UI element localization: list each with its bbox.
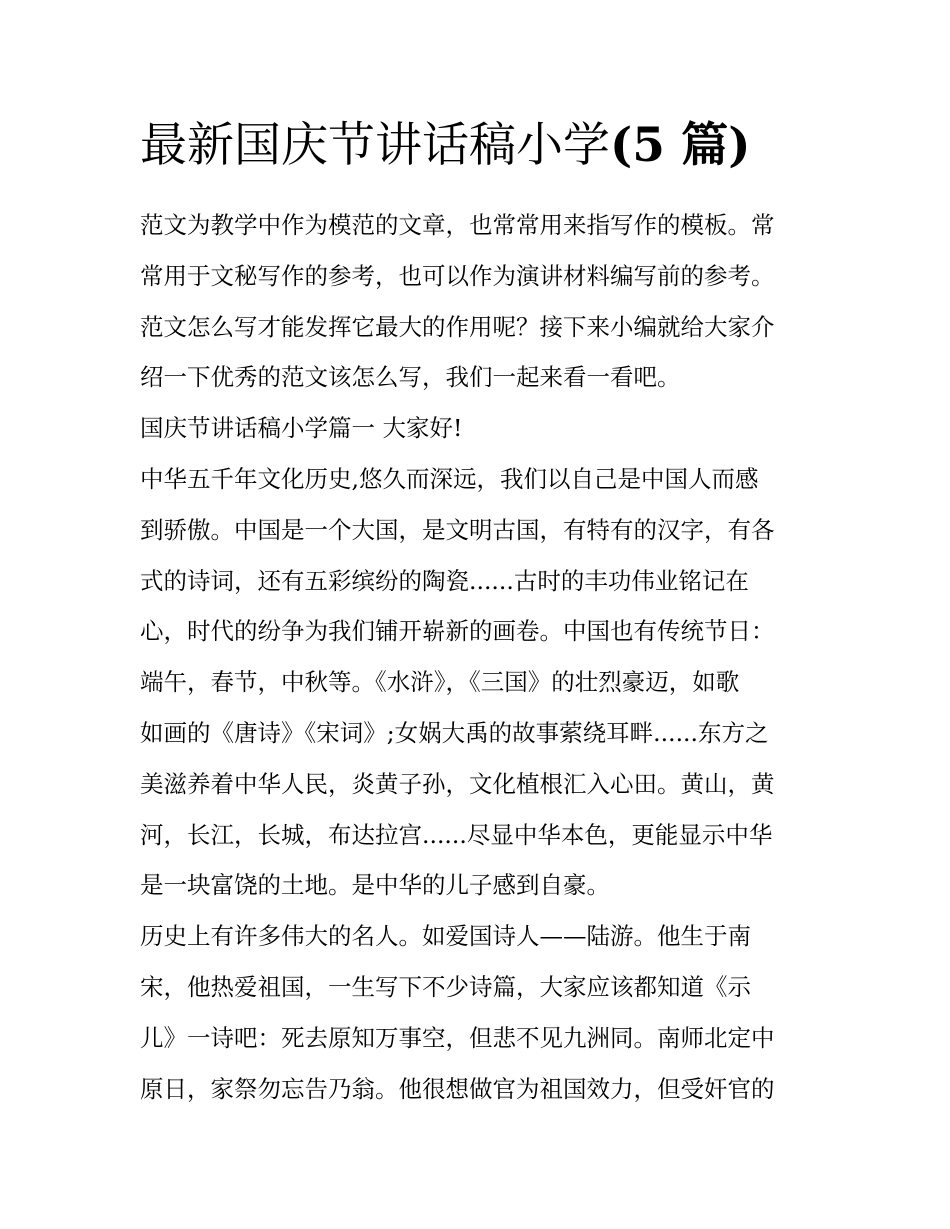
section-heading: 国庆节讲话稿小学篇一 大家好! [140, 414, 463, 443]
text-line: 范文怎么写才能发挥它最大的作用呢？接下来小编就给大家介 [140, 312, 775, 341]
title-text: 最新国庆节讲话稿小学 [140, 118, 610, 173]
text-line: 历史上有许多伟大的名人。如爱国诗人——陆游。他生于南 [140, 922, 751, 951]
text-line: 心，时代的纷争为我们铺开崭新的画卷。中国也有传统节日： [140, 617, 775, 646]
text-line: 绍一下优秀的范文该怎么写，我们一起来看一看吧。 [140, 363, 681, 392]
text-line: 中华五千年文化历史,悠久而深远，我们以自己是中国人而感 [140, 464, 759, 493]
text-line: 儿》一诗吧：死去原知万事空，但悲不见九洲同。南师北定中 [140, 1023, 775, 1052]
text-line: 常用于文秘写作的参考，也可以作为演讲材料编写前的参考。 [140, 261, 775, 290]
document-title [140, 116, 820, 176]
text-line: 是一块富饶的土地。是中华的儿子感到自豪。 [140, 871, 610, 900]
title-suffix: (5 篇) [610, 118, 751, 173]
text-line: 到骄傲。中国是一个大国，是文明古国，有特有的汉字，有各 [140, 515, 775, 544]
document-body [140, 200, 820, 1114]
text-line: 宋，他热爱祖国，一生写下不少诗篇，大家应该都知道《示 [140, 972, 751, 1001]
text-line: 式的诗词，还有五彩缤纷的陶瓷......古时的丰功伟业铭记在 [140, 566, 749, 595]
text-line: 美滋养着中华人民，炎黄子孙，文化植根汇入心田。黄山，黄 [140, 769, 775, 798]
text-line: 端午，春节，中秋等。《水浒》，《三国》的壮烈豪迈，如歌 [140, 668, 740, 697]
text-line: 如画的《唐诗》《宋词》;女娲大禹的故事萦绕耳畔......东方之 [140, 718, 769, 747]
text-line: 原日，家祭勿忘告乃翁。他很想做官为祖国效力，但受奸官的 [140, 1074, 775, 1103]
text-line: 河，长江，长城，布达拉宫......尽显中华本色，更能显示中华 [140, 820, 773, 849]
text-line: 范文为教学中作为模范的文章，也常常用来指写作的模板。常 [140, 211, 775, 239]
